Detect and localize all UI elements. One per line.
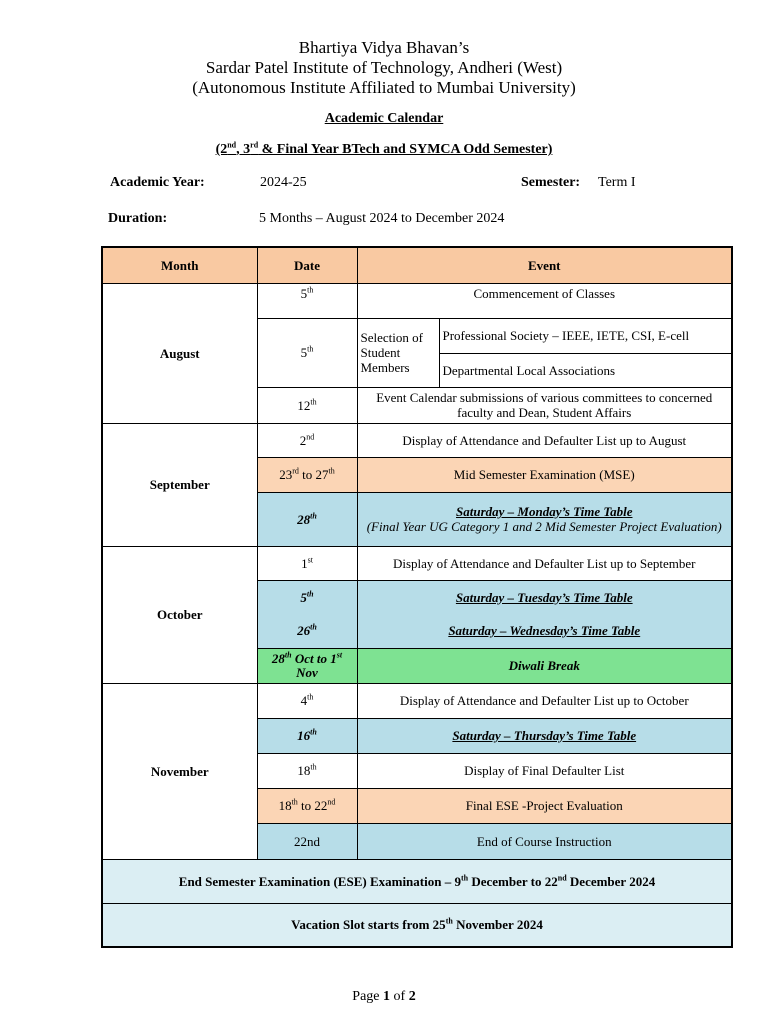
table-row bbox=[102, 283, 732, 318]
duration-value: 5 Months – August 2024 to December 2024 bbox=[259, 211, 505, 226]
month-september: September bbox=[102, 423, 257, 546]
event-cell: Departmental Local Associations bbox=[439, 353, 732, 387]
semester-value: Term I bbox=[598, 175, 636, 190]
academic-year-label: Academic Year: bbox=[110, 175, 205, 190]
event-cell: Display of Final Defaulter List bbox=[357, 753, 732, 788]
month-october: October bbox=[102, 546, 257, 683]
date-cell: 28th bbox=[257, 492, 357, 546]
header-event: Event bbox=[357, 247, 732, 283]
date-cell: 18th bbox=[257, 753, 357, 788]
event-cell: Display of Attendance and Defaulter List up to August bbox=[357, 423, 732, 457]
table-header-row bbox=[102, 247, 732, 283]
header-date: Date bbox=[257, 247, 357, 283]
table-row bbox=[102, 423, 732, 457]
document-title: Academic Calendar bbox=[324, 111, 444, 126]
date-cell: 23rd to 27th bbox=[257, 457, 357, 492]
event-cell: Saturday – Tuesday’s Time Table bbox=[357, 580, 732, 614]
event-cell: Event Calendar submissions of various committees to concerned faculty and Dean, Student Affairs bbox=[357, 387, 732, 423]
date-cell: 22nd bbox=[257, 823, 357, 859]
date-cell: 4th bbox=[257, 683, 357, 718]
event-cell: End of Course Instruction bbox=[357, 823, 732, 859]
date-cell: 1st bbox=[257, 546, 357, 580]
date-cell: 5th bbox=[257, 283, 357, 318]
date-cell: 5th bbox=[257, 318, 357, 387]
document-subtitle: (2nd, 3rd & Final Year BTech and SYMCA Odd Semester) bbox=[215, 140, 553, 157]
vacation-cell: Vacation Slot starts from 25th November 2024 bbox=[102, 903, 732, 947]
date-cell: 5th bbox=[257, 580, 357, 614]
ese-row bbox=[102, 859, 732, 903]
table-row bbox=[102, 546, 732, 580]
month-november: November bbox=[102, 683, 257, 859]
date-cell: 18th to 22nd bbox=[257, 788, 357, 823]
header-month: Month bbox=[102, 247, 257, 283]
semester-label: Semester: bbox=[521, 175, 581, 190]
academic-calendar-table bbox=[101, 246, 733, 948]
event-cell: Display of Attendance and Defaulter List up to October bbox=[357, 683, 732, 718]
event-cell: Display of Attendance and Defaulter List up to September bbox=[357, 546, 732, 580]
event-note: (Final Year UG Category 1 and 2 Mid Semester Project Evaluation) bbox=[366, 519, 722, 534]
event-cell: Mid Semester Examination (MSE) bbox=[357, 457, 732, 492]
date-cell: 12th bbox=[257, 387, 357, 423]
month-august: August bbox=[102, 283, 257, 423]
event-cell: Professional Society – IEEE, IETE, CSI, E-cell bbox=[439, 318, 732, 353]
table-row bbox=[102, 683, 732, 718]
saturday-timetable-label: Saturday – Monday’s Time Table bbox=[456, 504, 633, 519]
academic-year-value: 2024-25 bbox=[260, 175, 307, 190]
event-cell: Diwali Break bbox=[357, 648, 732, 683]
vacation-row bbox=[102, 903, 732, 947]
event-cell: Saturday – Thursday’s Time Table bbox=[357, 718, 732, 753]
duration-label: Duration: bbox=[108, 211, 168, 226]
date-cell: 16th bbox=[257, 718, 357, 753]
institution-name: Sardar Patel Institute of Technology, Andheri (West) bbox=[205, 58, 563, 77]
event-cell: Saturday – Wednesday’s Time Table bbox=[357, 614, 732, 648]
date-cell: 28th Oct to 1st Nov bbox=[257, 648, 357, 683]
ese-cell: End Semester Examination (ESE) Examination – 9th December to 22nd December 2024 bbox=[102, 859, 732, 903]
institution-affiliation: (Autonomous Institute Affiliated to Mumbai University) bbox=[192, 78, 576, 97]
event-cell bbox=[357, 492, 732, 546]
institution-parent: Bhartiya Vidya Bhavan’s bbox=[298, 38, 470, 57]
page-number: Page 1 of 2 bbox=[352, 989, 416, 1004]
date-cell: 2nd bbox=[257, 423, 357, 457]
event-cell: Commencement of Classes bbox=[357, 283, 732, 318]
date-cell: 26th bbox=[257, 614, 357, 648]
selection-label: Selection of Student Members bbox=[357, 318, 439, 387]
event-cell: Final ESE -Project Evaluation bbox=[357, 788, 732, 823]
